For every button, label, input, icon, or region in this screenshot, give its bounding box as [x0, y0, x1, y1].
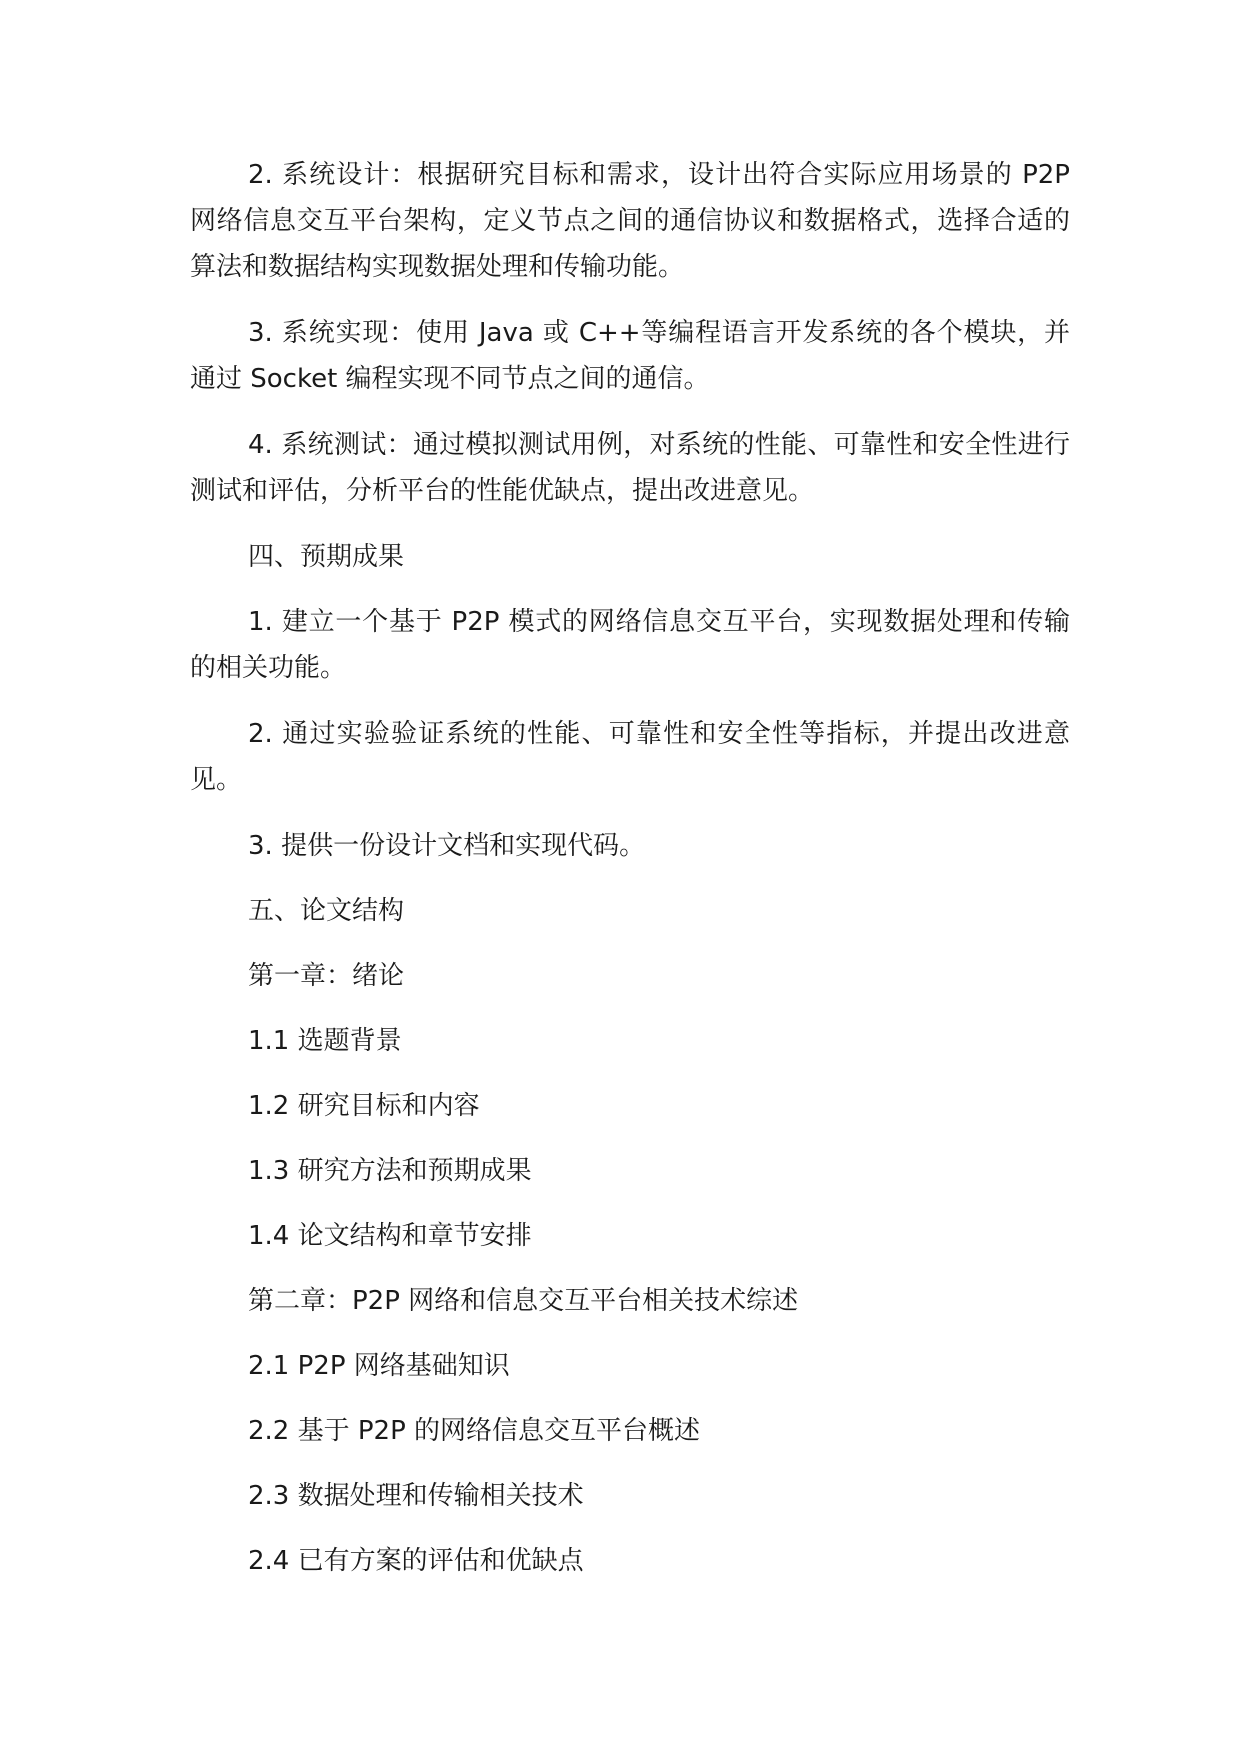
paragraph-system-implementation: 3. 系统实现：使用 Java 或 C++等编程语言开发系统的各个模块，并通过 Socket 编程实现不同节点之间的通信。: [190, 318, 1070, 394]
section-heading-thesis-structure: 五、论文结构: [248, 896, 405, 926]
outline-item-1-2: 1.2 研究目标和内容: [248, 1091, 480, 1121]
outline-item-1-3: 1.3 研究方法和预期成果: [248, 1156, 532, 1186]
chapter-heading-1: 第一章：绪论: [248, 961, 405, 991]
paragraph-system-testing: 4. 系统测试：通过模拟测试用例，对系统的性能、可靠性和安全性进行测试和评估，分析平台的性能优缺点，提出改进意见。: [190, 430, 1070, 506]
outline-item-1-4: 1.4 论文结构和章节安排: [248, 1221, 532, 1251]
outline-item-2-3: 2.3 数据处理和传输相关技术: [248, 1481, 584, 1511]
chapter-heading-2: 第二章：P2P 网络和信息交互平台相关技术综述: [248, 1286, 799, 1316]
paragraph-result-1: 1. 建立一个基于 P2P 模式的网络信息交互平台，实现数据处理和传输的相关功能。: [190, 607, 1070, 683]
document-body: [190, 152, 1070, 1603]
outline-item-2-2: 2.2 基于 P2P 的网络信息交互平台概述: [248, 1416, 701, 1446]
outline-item-1-1: 1.1 选题背景: [248, 1026, 402, 1056]
paragraph-result-2: 2. 通过实验验证系统的性能、可靠性和安全性等指标，并提出改进意见。: [190, 719, 1070, 795]
paragraph-system-design: 2. 系统设计：根据研究目标和需求，设计出符合实际应用场景的 P2P 网络信息交互平台架构，定义节点之间的通信协议和数据格式，选择合适的算法和数据结构实现数据处理和传输功能。: [190, 160, 1070, 282]
paragraph-result-3: 3. 提供一份设计文档和实现代码。: [248, 831, 646, 861]
outline-item-2-4: 2.4 已有方案的评估和优缺点: [248, 1546, 584, 1576]
section-heading-expected-results: 四、预期成果: [248, 542, 405, 572]
outline-item-2-1: 2.1 P2P 网络基础知识: [248, 1351, 510, 1381]
